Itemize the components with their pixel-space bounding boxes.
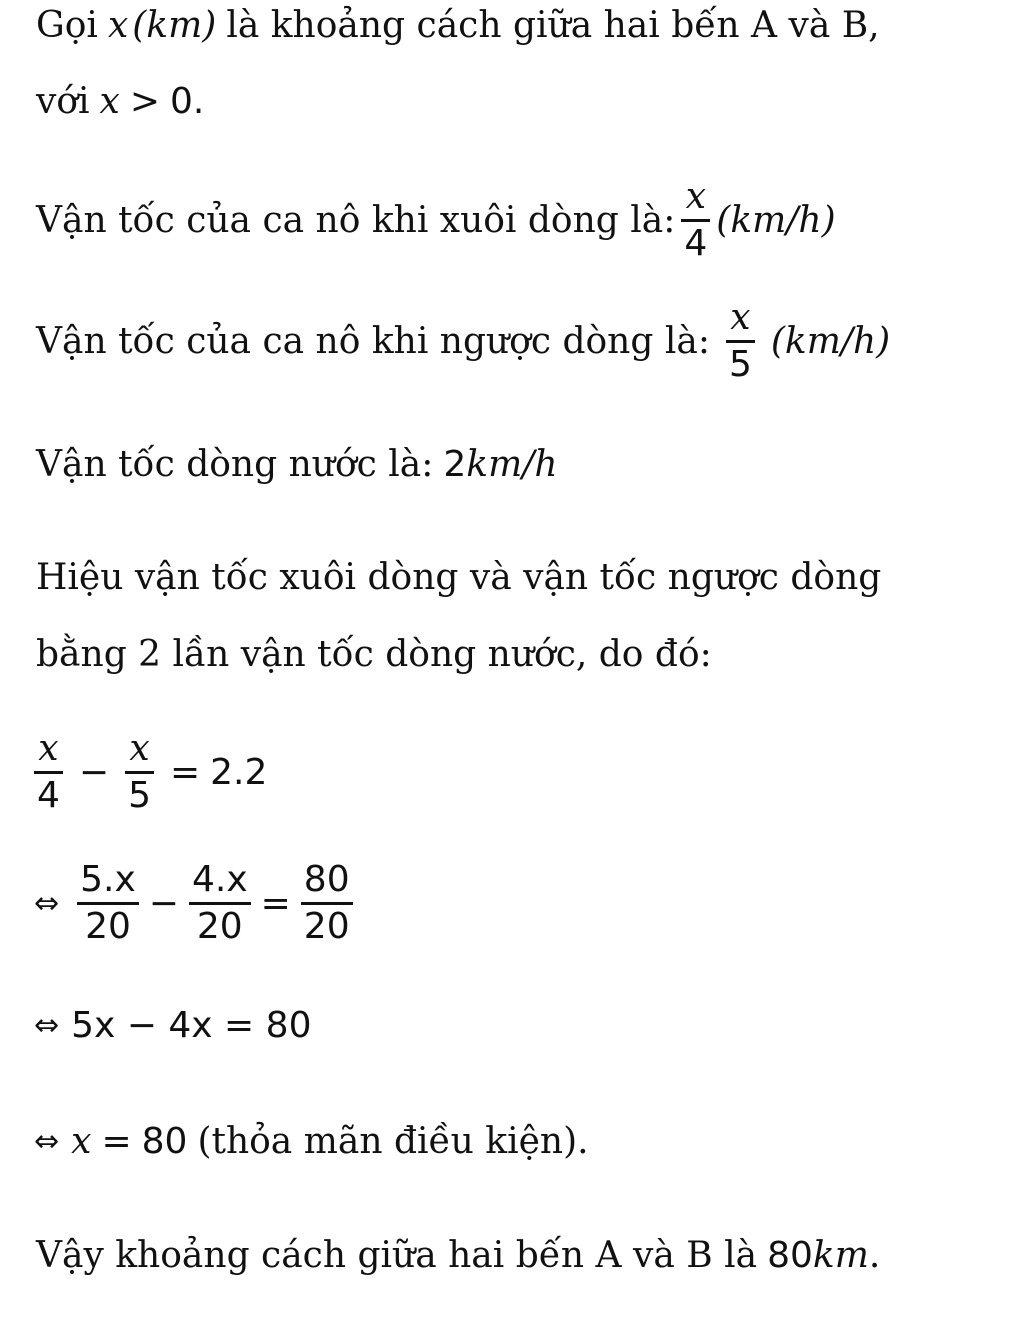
text: . <box>192 81 205 122</box>
fraction-numerator: x <box>129 728 150 769</box>
equation-3 <box>34 1004 311 1048</box>
math-unit: (km/h) <box>770 320 891 362</box>
math-unit: (km) <box>132 5 217 46</box>
line-define-variable <box>36 4 880 48</box>
math-op: − <box>148 882 179 924</box>
fraction-numerator: x <box>685 176 706 217</box>
text: Vận tốc dòng nước là: <box>36 444 434 485</box>
math-op: = <box>101 1121 132 1162</box>
line-upstream-speed <box>36 296 890 387</box>
fraction <box>726 296 755 387</box>
text: với <box>36 81 90 122</box>
line-condition <box>36 80 204 124</box>
fraction-denominator: 20 <box>85 906 131 947</box>
equivalence-arrow: ⇔ <box>34 1008 60 1043</box>
math-expression: 5x − 4x = 80 <box>71 1005 312 1046</box>
fraction-denominator: 4 <box>684 223 708 264</box>
fraction-denominator: 4 <box>37 775 60 816</box>
fraction-numerator: x <box>730 297 751 338</box>
text: Gọi <box>36 5 98 46</box>
equation-1 <box>34 727 267 818</box>
fraction-numerator: 5.x <box>80 859 136 900</box>
math-var: x <box>99 81 120 122</box>
math-op: = <box>260 882 291 924</box>
fraction-numerator: 80 <box>303 859 350 900</box>
math-op: − <box>78 751 110 793</box>
text: là khoảng cách giữa hai bến A và B, <box>226 5 880 46</box>
math-num: 0 <box>170 81 193 122</box>
fraction-numerator: x <box>38 728 59 769</box>
math-unit: km/h <box>466 444 558 485</box>
fraction <box>34 727 63 818</box>
text: (thỏa mãn điều kiện). <box>197 1121 589 1162</box>
equation-4 <box>34 1120 589 1164</box>
text: Hiệu vận tốc xuôi dòng và vận tốc ngược dòng <box>36 557 882 598</box>
fraction <box>77 858 139 949</box>
math-num: 80 <box>767 1235 813 1276</box>
fraction <box>301 858 353 949</box>
math-var: x <box>107 5 129 46</box>
fraction <box>189 858 251 949</box>
text: bằng 2 lần vận tốc dòng nước, do đó: <box>36 634 712 675</box>
math-unit: km <box>812 1235 869 1276</box>
math-num: 2 <box>443 444 467 485</box>
text: . <box>868 1235 881 1276</box>
math-num: 80 <box>141 1121 188 1162</box>
fraction-denominator: 20 <box>196 906 243 947</box>
text: Vận tốc của ca nô khi ngược dòng là: <box>36 320 710 362</box>
text: Vận tốc của ca nô khi xuôi dòng là: <box>36 199 676 241</box>
fraction <box>681 175 710 266</box>
line-reasoning-1 <box>36 556 881 600</box>
line-reasoning-2 <box>36 633 712 677</box>
fraction-denominator: 20 <box>303 906 350 947</box>
text: Vậy khoảng cách giữa hai bến A và B là <box>36 1235 758 1276</box>
fraction-numerator: 4.x <box>191 859 248 900</box>
equivalence-arrow: ⇔ <box>34 1124 60 1159</box>
math-op: = <box>169 751 201 793</box>
equivalence-arrow: ⇔ <box>34 885 60 921</box>
math-num: 2.2 <box>210 751 268 793</box>
line-conclusion <box>36 1234 880 1278</box>
fraction-denominator: 5 <box>728 344 752 385</box>
math-rel: > <box>129 81 161 122</box>
line-downstream-speed <box>36 175 836 266</box>
equation-2 <box>34 858 359 949</box>
fraction <box>125 727 154 818</box>
line-current-speed <box>36 443 558 487</box>
math-var: x <box>71 1121 92 1162</box>
fraction-denominator: 5 <box>128 775 151 816</box>
math-unit: (km/h) <box>716 199 836 241</box>
